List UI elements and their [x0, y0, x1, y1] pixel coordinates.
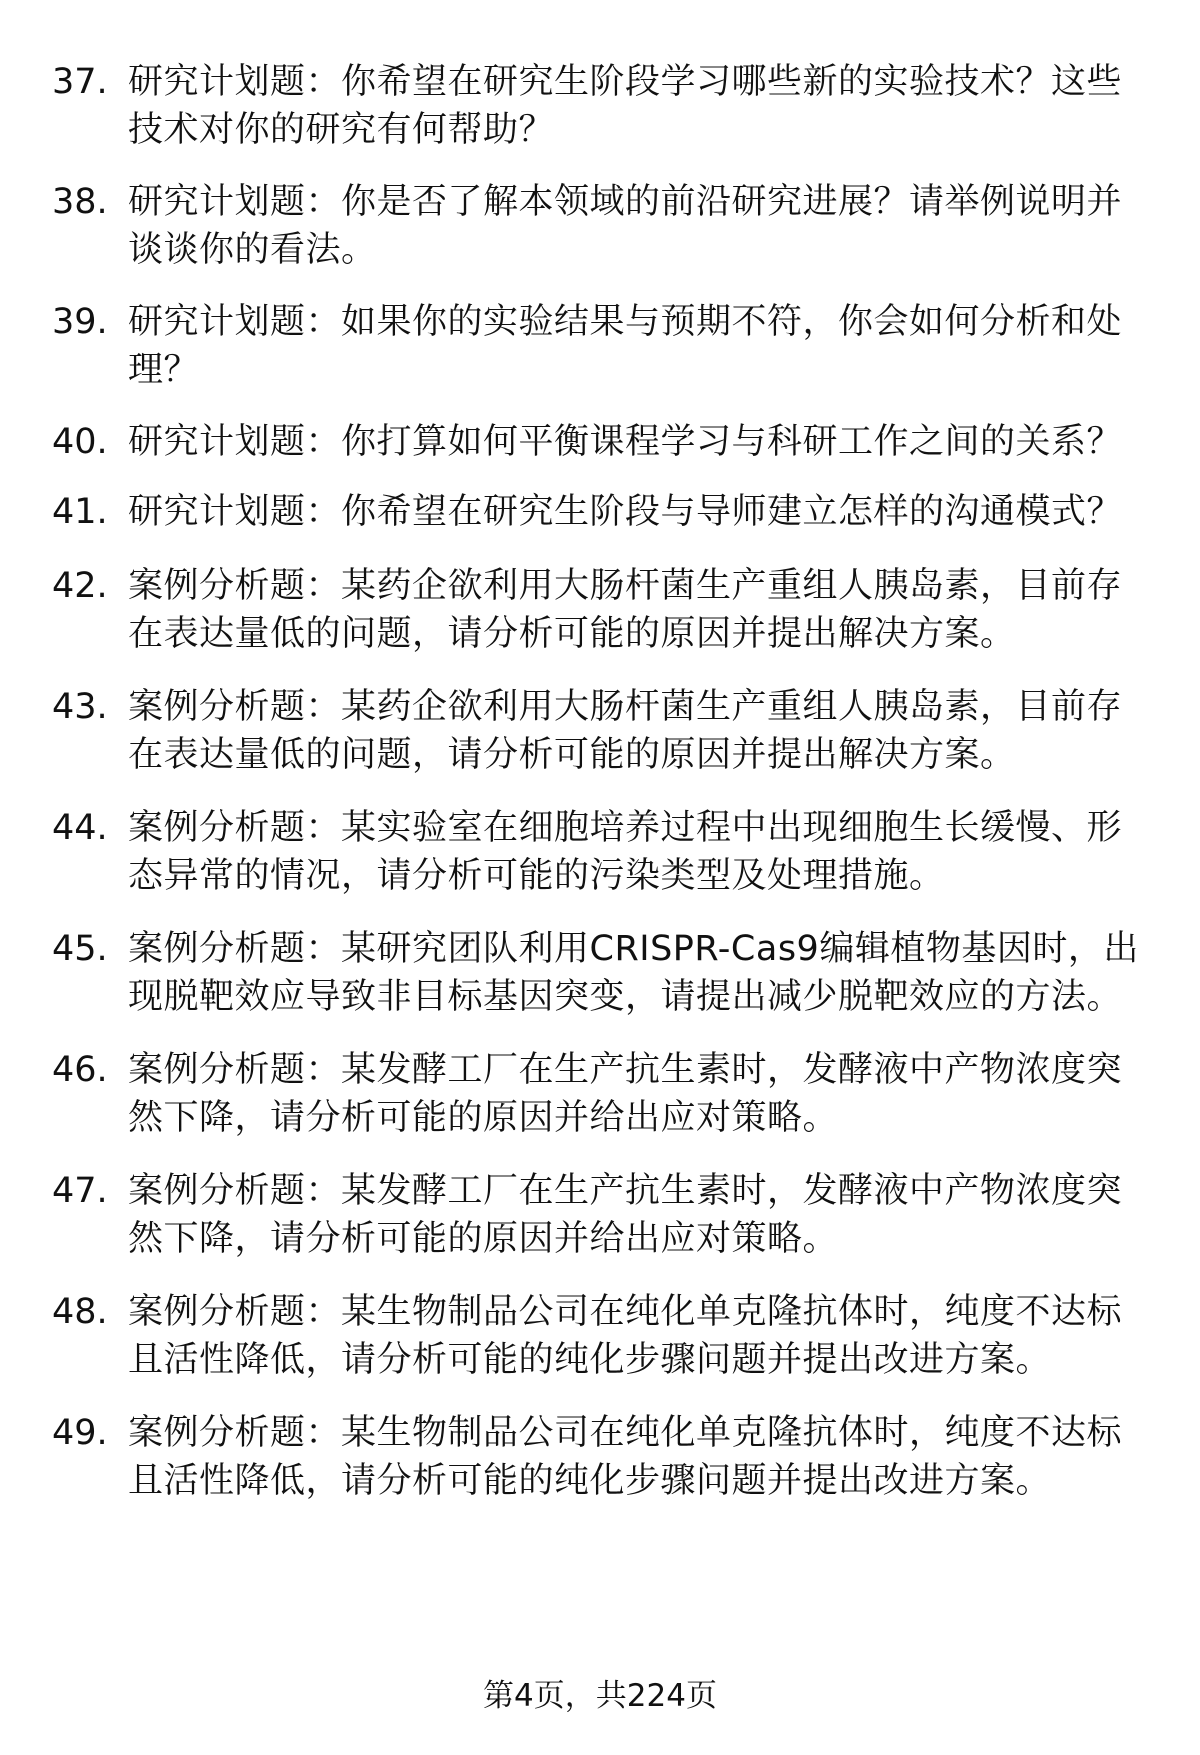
question-number: 43. [52, 687, 108, 727]
question-item [0, 1288, 1200, 1398]
question-item [0, 1046, 1200, 1156]
question-text: 研究计划题：你是否了解本领域的前沿研究进展？请举例说明并谈谈你的看法。 [128, 182, 1123, 270]
question-text: 研究计划题：你希望在研究生阶段与导师建立怎样的沟通模式？ [128, 492, 1123, 532]
page-footer: 第4页，共224页 [483, 1678, 717, 1714]
question-item [0, 298, 1200, 408]
question-item [0, 58, 1200, 168]
question-text: 案例分析题：某药企欲利用大肠杆菌生产重组人胰岛素，目前存在表达量低的问题，请分析可能的原因并提出解决方案。 [128, 566, 1123, 654]
question-item [0, 683, 1200, 793]
question-item [0, 804, 1200, 914]
question-number: 48. [52, 1292, 108, 1332]
question-number: 39. [52, 302, 108, 342]
question-number: 41. [52, 492, 108, 532]
question-item [0, 1167, 1200, 1277]
question-number: 47. [52, 1171, 108, 1211]
question-item [0, 562, 1200, 672]
question-text: 研究计划题：你希望在研究生阶段学习哪些新的实验技术？这些技术对你的研究有何帮助？ [128, 62, 1123, 150]
question-text: 案例分析题：某研究团队利用CRISPR-Cas9编辑植物基因时，出现脱靶效应导致非目标基因突变，请提出减少脱靶效应的方法。 [128, 929, 1139, 1017]
question-number: 40. [52, 422, 108, 462]
question-number: 42. [52, 566, 108, 606]
question-item [0, 1409, 1200, 1519]
question-text: 案例分析题：某发酵工厂在生产抗生素时，发酵液中产物浓度突然下降，请分析可能的原因并给出应对策略。 [128, 1171, 1123, 1259]
question-text: 案例分析题：某实验室在细胞培养过程中出现细胞生长缓慢、形态异常的情况，请分析可能的污染类型及处理措施。 [128, 808, 1123, 896]
question-text: 研究计划题：如果你的实验结果与预期不符，你会如何分析和处理？ [128, 302, 1123, 390]
question-number: 44. [52, 808, 108, 848]
question-number: 37. [52, 62, 108, 102]
question-number: 38. [52, 182, 108, 222]
question-text: 案例分析题：某生物制品公司在纯化单克隆抗体时，纯度不达标且活性降低，请分析可能的纯化步骤问题并提出改进方案。 [128, 1292, 1123, 1380]
question-text: 案例分析题：某药企欲利用大肠杆菌生产重组人胰岛素，目前存在表达量低的问题，请分析可能的原因并提出解决方案。 [128, 687, 1123, 775]
question-number: 49. [52, 1413, 108, 1453]
question-number: 46. [52, 1050, 108, 1090]
question-text: 案例分析题：某生物制品公司在纯化单克隆抗体时，纯度不达标且活性降低，请分析可能的纯化步骤问题并提出改进方案。 [128, 1413, 1123, 1501]
question-item [0, 925, 1200, 1035]
question-number: 45. [52, 929, 108, 969]
question-item [0, 178, 1200, 288]
question-text: 研究计划题：你打算如何平衡课程学习与科研工作之间的关系？ [128, 422, 1123, 462]
question-text: 案例分析题：某发酵工厂在生产抗生素时，发酵液中产物浓度突然下降，请分析可能的原因并给出应对策略。 [128, 1050, 1123, 1138]
